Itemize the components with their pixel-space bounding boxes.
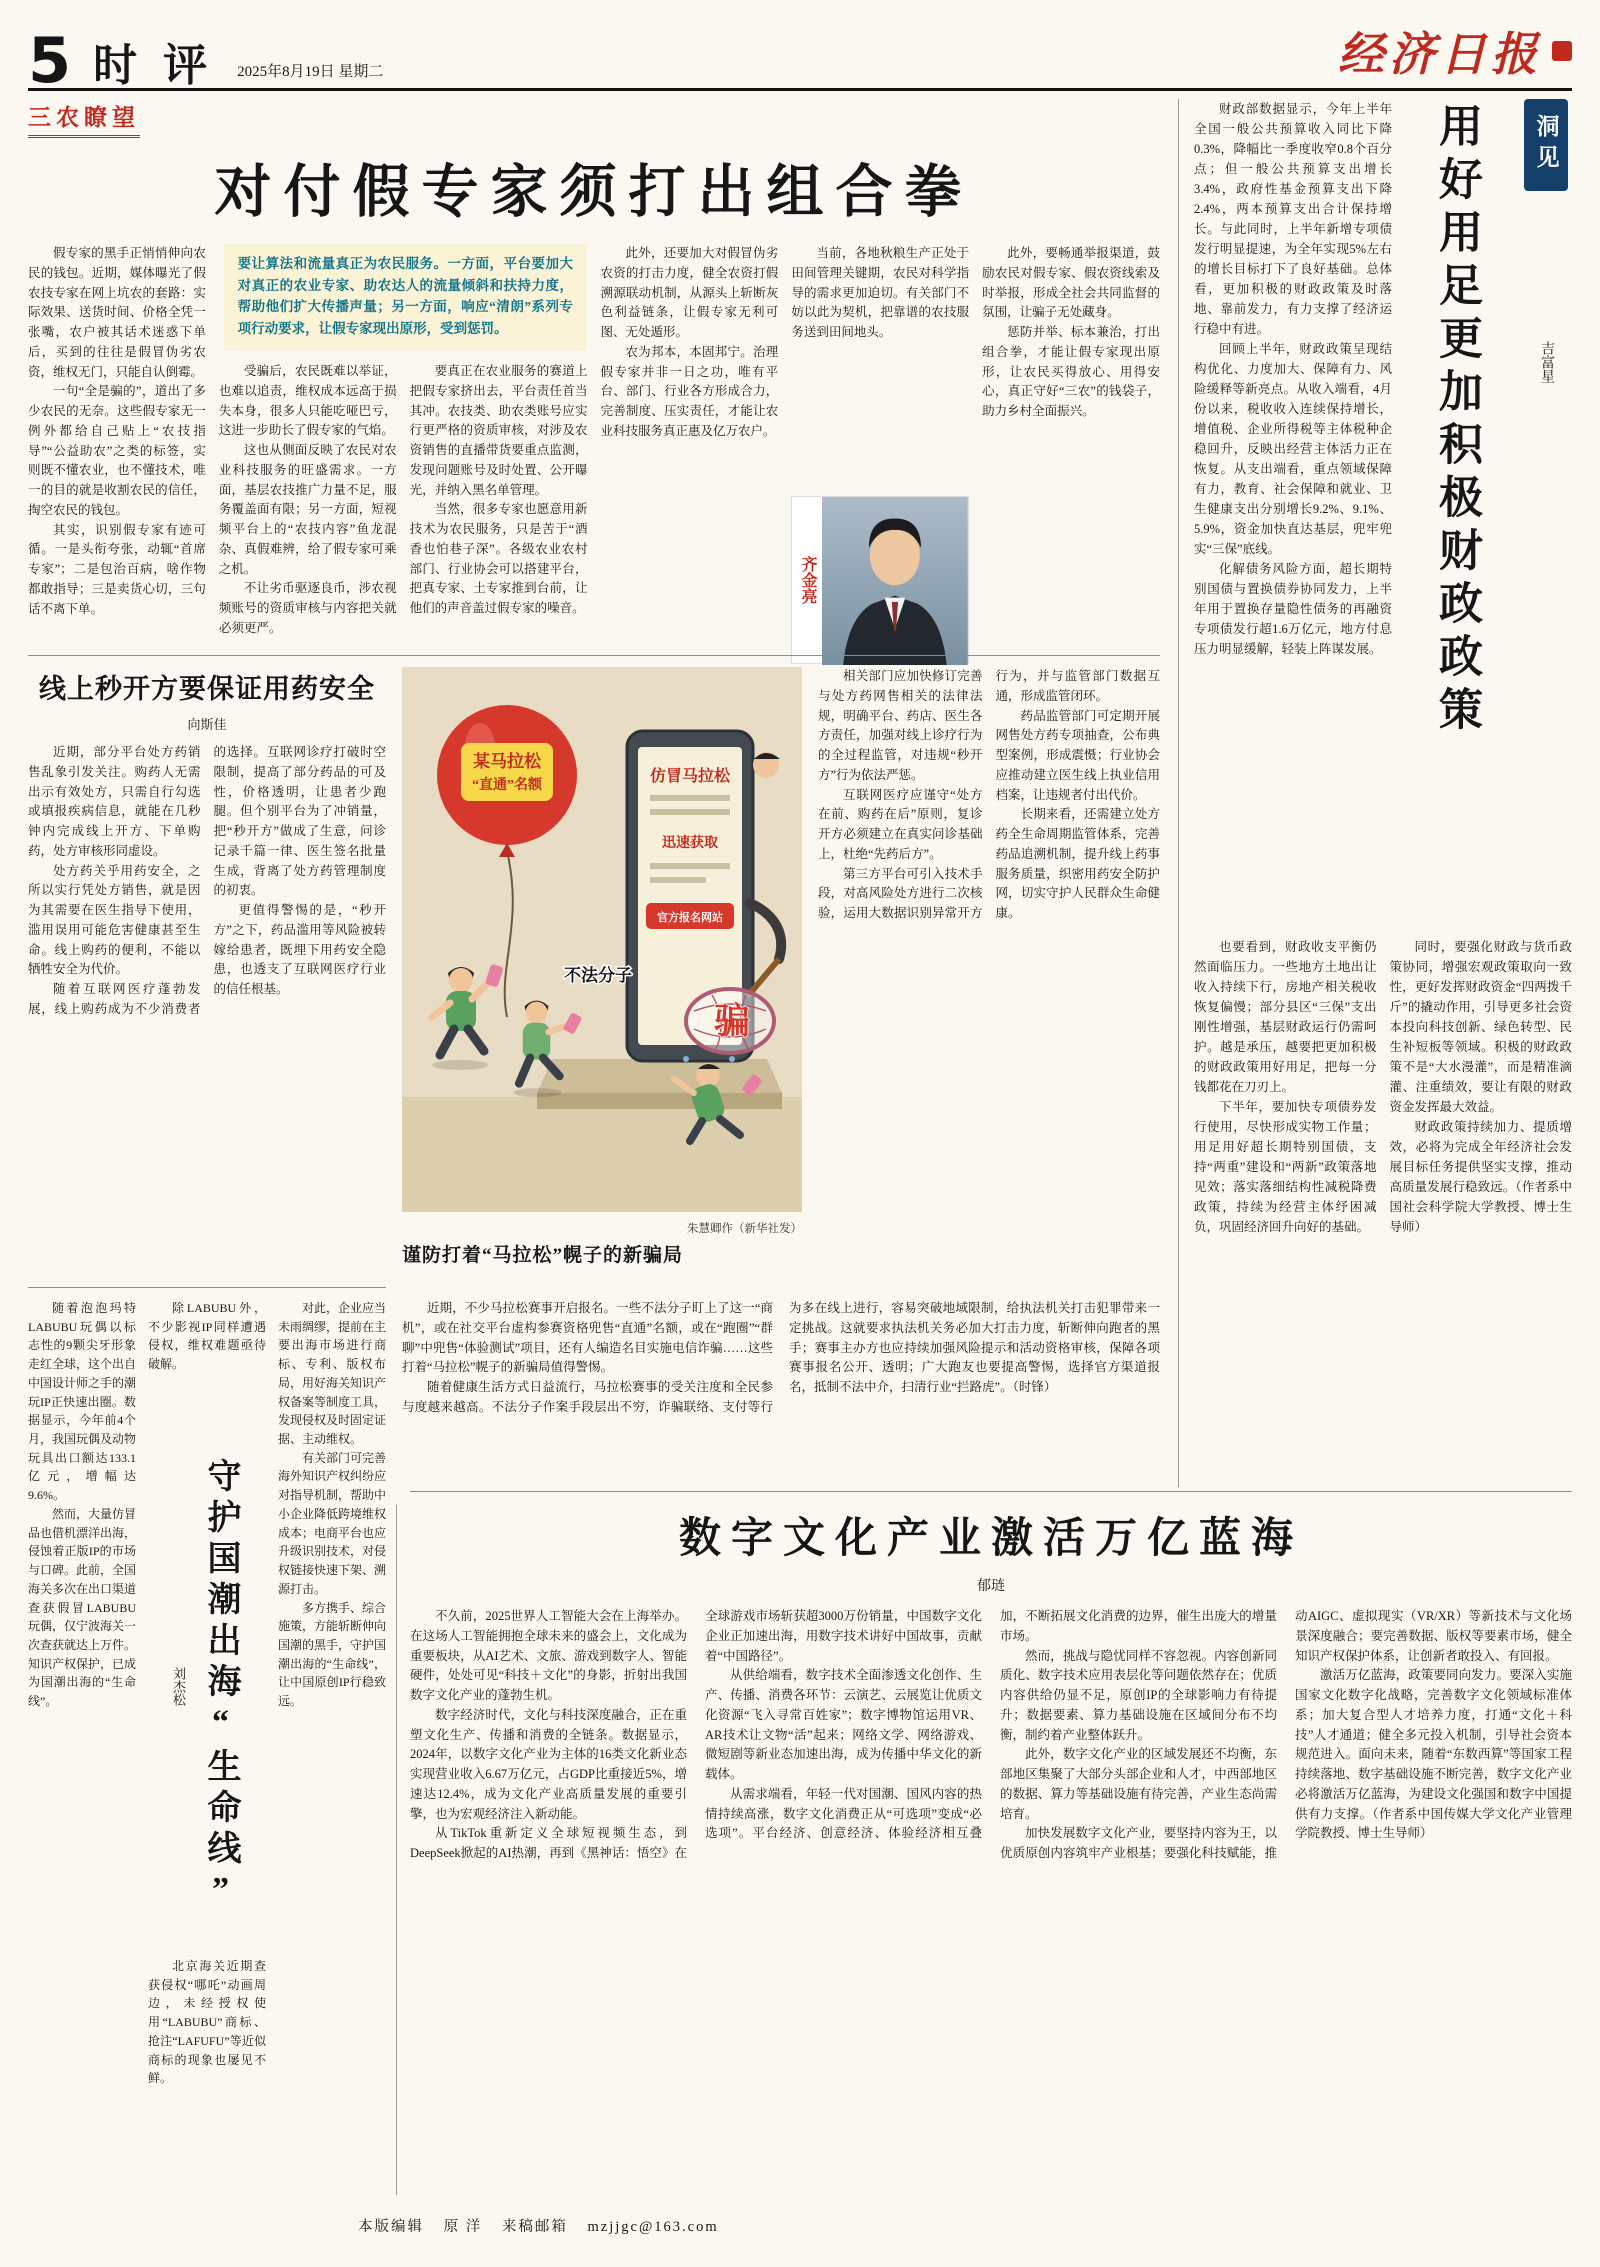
page-number: 5 bbox=[28, 24, 72, 98]
main-col-3: 要真正在农业服务的赛道上把假专家挤出去，平台责任首当其冲。农技类、助农类账号应实行更严格的资质审核，对涉及农资销售的直播带货要重点监测，发现问题账号及时处置、公开曝光，并纳入黑名单管理。 当然，很多专家也愿意用新技术为农民服务，只是苦于“酒香也怕巷子深”。各级农业农村部门、行业协会可以搭建平台，把真专家、土专家推到台前，让他们的声音盖过假专家的噪音。 bbox=[409, 364, 588, 615]
guochao-headline: 守护国潮出海“生命线” bbox=[202, 1457, 239, 1915]
main-headline: 对付假专家须打出组合拳 bbox=[214, 161, 974, 224]
cartoon-block bbox=[402, 667, 802, 1267]
fiscal-author: 吉富星 bbox=[1539, 341, 1554, 383]
main-col-5 bbox=[791, 244, 969, 668]
svg-text:骗: 骗 bbox=[713, 1001, 751, 1041]
fiscal-tag-badge: 洞见 bbox=[1524, 99, 1568, 191]
article-fiscal-policy bbox=[1194, 99, 1572, 1477]
footer-email: mzjjgc@163.com bbox=[587, 2219, 719, 2235]
cartoon-credit: 朱慧卿作（新华社发） bbox=[687, 1223, 802, 1235]
page-header bbox=[28, 0, 1572, 98]
main-article-body bbox=[28, 244, 1160, 668]
svg-text:某马拉松: 某马拉松 bbox=[473, 752, 541, 771]
fiscal-headline: 用好用足更加积极财政政策 bbox=[1432, 103, 1481, 739]
divider-guochao-digital bbox=[396, 1505, 397, 2195]
cartoon-caption: 谨防打着“马拉松”幌子的新骗局 bbox=[402, 1245, 684, 1266]
rx-author: 向斯佳 bbox=[187, 717, 227, 732]
fiscal-body-bottom: 也要看到，财政收支平衡仍然面临压力。一些地方土地出让收入持续下行，房地产相关税收恢复偏慢；部分县区“三保”支出刚性增强，基层财政运行仍需呵护。越是承压，越要把更加积极的财政政策用好用足，把每一分钱都花在刀刃上。 下半年，要加快专项债券发行使用，尽快形成实物工作量；用足用好超长期特别国债，支持“两重”建设和“两新”政策落地见效；落实落细结构性减税降费政策，持续为经营主体纾困减负，巩固经济回升向好的基础。 同时，要强化财政与货币政策协同，增强宏观政策取向一致性，更好发挥财政资金“四两拨千斤”的撬动作用，引导更多社会资本投向科技创新、绿色转型、民生补短板等领域。积极的财政政策不是“大水漫灌”，而是精准滴灌、注重绩效，要让有限的财政资金发挥最大效益。 财政政策持续加力、提质增效，必将为完成全年经济社会发展目标任务提供坚实支撑，推动高质量发展行稳致远。（作者系中国社会科学院大学教授、博士生导师） bbox=[1194, 940, 1572, 1234]
divider-main-bottom bbox=[28, 655, 1160, 656]
marathon-commentary: 近期，不少马拉松赛事开启报名。一些不法分子盯上了这一“商机”，或在社交平台虚构参赛资格兜售“直通”名额，或在“跑圈”“群聊”中兜售“体验测试”项目，还有人编造名目实施电信诈骗……这些打着“马拉松”幌子的新骗局值得警惕。 随着健康生活方式日益流行，马拉松赛事的受关注度和全民参与度越来越高。不法分子作案手段层出不穷，诈骗联络、支付等行为多在线上进行，容易突破地域限制，给执法机关打击犯罪带来一定挑战。这就要求执法机关务必加大打击力度，斩断伸向跑者的黑手；赛事主办方也应持续加强风险提示和活动资格审核，保障各项赛事报名公开、透明；广大跑友也要提高警惕，选择官方渠道报名，抵制不法中介，扫清行业“拦路虎”。（时锋） bbox=[402, 1301, 1160, 1414]
digital-body: 不久前，2025世界人工智能大会在上海举办。在这场人工智能拥抱全球未来的盛会上，文化成为重要板块，从AI艺术、文旅、游戏到数字人、智能硬件，处处可见“科技＋文化”的身影，折射出我国数字文化产业的蓬勃生机。 数字经济时代，文化与科技深度融合，正在重塑文化生产、传播和消费的全链条。数据显示，2024年，以数字文化产业为主体的16类文化新业态实现营业收入6.67万亿元，占GDP比重接近5%，增速达12.4%，成为文化产业高质量发展的重要引擎，也为宏观经济注入新动能。 从TikTok重新定义全球短视频生态，到DeepSeek掀起的AI热潮，再到《黑神话：悟空》在全球游戏市场斩获超3000万份销量，中国数字文化企业正加速出海，用数字技术讲好中国故事，贡献着“中国路径”。 从供给端看，数字技术全面渗透文化创作、生产、传播、消费各环节：云演艺、云展览让优质文化资源“飞入寻常百姓家”；数字博物馆运用VR、AR技术让文物“活”起来；网络文学、网络游戏、微短剧等新业态加速出海，成为传播中华文化的新载体。 从需求端看，年轻一代对国潮、国风内容的热情持续高涨，数字文化消费正从“可选项”变成“必选项”。平台经济、创意经济、体验经济相互叠加，不断拓展文化消费的边界，催生出庞大的增量市场。 然而，挑战与隐忧同样不容忽视。内容创新同质化、数字技术应用表层化等问题依然存在；优质内容供给仍显不足，原创IP的全球影响力有待提升；数据要素、算力基础设施在区域间分布不均衡，制约着产业整体跃升。 此外，数字文化产业的区域发展还不均衡，东部地区集聚了大部分头部企业和人才，中西部地区的数据、算力等基础设施有待完善，产业生态尚需培育。 加快发展数字文化产业，要坚持内容为王，以优质原创内容筑牢产业根基；要强化科技赋能，推动AIGC、虚拟现实（VR/XR）等新技术与文化场景深度融合；要完善数据、版权等要素市场，健全知识产权保护体系，让创新者敢投入、有回报。 激活万亿蓝海，政策要同向发力。要深入实施国家文化数字化战略，完善数字文化领域标准体系；加大复合型人才培养力度，打通“文化＋科技”人才通道；健全多元投入机制，引导社会资本规范进入。面向未来，随着“东数西算”等国家工程持续落地、数字基础设施不断完善，数字文化产业必将激活万亿蓝海，为建设文化强国和数字中国提供有力支撑。（作者系中国传媒大学文化产业管理学院教授、博士生导师） bbox=[410, 1609, 1572, 1860]
page-content bbox=[28, 99, 1572, 2251]
fiscal-headline-area bbox=[1392, 99, 1520, 921]
fiscal-top bbox=[1194, 99, 1572, 921]
svg-text:不法分子: 不法分子 bbox=[564, 966, 632, 985]
guochao-col-3: 对此，企业应当未雨绸缪，提前在主要出海市场进行商标、专利、版权布局，用好海关知识产权备案等制度工具，发现侵权及时固定证据、主动维权。 有关部门可完善海外知识产权纠纷应对指导机制，帮助中小企业降低跨境维权成本；电商平台也应升级识别技术，对侵权链接快速下架、溯源打击。 多方携手、综合施策，方能斩断伸向国潮的黑手，守护国潮出海的“生命线”，让中国原创IP行稳致远。 bbox=[278, 1301, 386, 1709]
svg-text:官方报名网站: 官方报名网站 bbox=[657, 912, 723, 924]
main-col-4: 此外，还要加大对假冒伪劣农资的打击力度，健全农资打假溯源联动机制，从源头上斩断灰色利益链条，让假专家无利可图、无处遁形。 农为邦本，本固邦宁。治理假专家并非一日之功，唯有平台、部门、行业各方形成合力，完善制度、压实责任，才能让农业科技服务真正惠及亿万农户。 bbox=[600, 246, 779, 438]
page-date: 2025年8月19日 星期二 bbox=[237, 64, 384, 80]
digital-author: 郁琏 bbox=[977, 1579, 1005, 1594]
guochao-author: 刘杰松 bbox=[171, 1666, 186, 1706]
author-signature: 齐金亮 bbox=[798, 556, 816, 604]
masthead-area bbox=[1338, 18, 1572, 88]
divider-right-column bbox=[1178, 99, 1179, 1487]
main-col-5-text: 当前，各地秋粮生产正处于田间管理关键期，农民对科学指导的需求更加迫切。有关部门不妨以此为契机，把靠谱的农技服务送到田间地头。 bbox=[791, 246, 970, 339]
guochao-mid-bottom: 北京海关近期查获侵权“哪吒”动画周边，未经授权使用“LABUBU”商标、抢注“LAFUFU”等近似商标的现象也屡见不鲜。 bbox=[148, 1959, 266, 2086]
pull-quote: 要让算法和流量真正为农民服务。一方面，平台要加大对真正的农业专家、助农达人的流量倾斜和扶持力度，帮助他们扩大传播声量；另一方面，响应“清朗”系列专项行动要求，让假专家现出原形，受到惩罚。 bbox=[224, 244, 587, 350]
section-title: 时评 bbox=[93, 41, 234, 90]
footer-editor-name: 原 洋 bbox=[443, 2219, 483, 2235]
header-rule bbox=[28, 88, 1572, 91]
main-col-1: 假专家的黑手正悄悄伸向农民的钱包。近期，媒体曝光了假农技专家在网上坑农的套路：实际效果、送货时间、价格全凭一张嘴，农户被其话术迷惑下单后，买到的往往是假冒伪劣农资，维权无门，只能自认倒霉。 一句“全是骗的”，道出了多少农民的无奈。这些假专家无一例外都给自己贴上“农技指导”“公益助农”之类的标签，实则既不懂农业，也不懂技术，唯一的目的就是收割农民的信任，掏空农民的钱包。 其实，识别假专家有迹可循。一是头衔夸张，动辄“首席专家”；二是包治百病，啥作物都敢指导；三是卖货心切，三句话不离下单。 bbox=[28, 246, 206, 616]
main-col-2: 受骗后，农民既难以举证，也难以追责，维权成本远高于损失本身，很多人只能吃哑巴亏，这进一步助长了假专家的气焰。 这也从侧面反映了农民对农业科技服务的旺盛需求。一方面，基层农技推广力量不足，服务覆盖面有限；另一方面，短视频平台上的“农技内容”鱼龙混杂、真假难辨，给了假专家可乘之机。 不让劣币驱逐良币，涉农视频账号的资质审核与内容把关就必须更严。 bbox=[218, 364, 397, 635]
masthead: 经济日报 bbox=[1338, 29, 1542, 80]
digital-headline: 数字文化产业激活万亿蓝海 bbox=[678, 1516, 1303, 1562]
article-prescription bbox=[28, 667, 386, 1243]
page-footer bbox=[358, 2215, 733, 2236]
divider-digital-top bbox=[410, 1491, 1572, 1492]
footer-mailbox-label: 来稿邮箱 bbox=[501, 2219, 568, 2235]
rx-body-left: 近期，部分平台处方药销售乱象引发关注。购药人无需出示有效处方，只需自行勾选或填报疾病信息，就能在几秒钟内完成线上开方、下单购药，处方审核形同虚设。 处方药关乎用药安全，之所以实行凭处方销售，就是因为其需要在医生指导下使用，滥用误用可能危害健康甚至生命。线上购药的便利，不能以牺牲安全为代价。 随着互联网医疗蓬勃发展，线上购药成为不少消费者的选择。互联网诊疗打破时空限制，提高了部分药品的可及性，价格透明，让患者少跑腿。但个别平台为了冲销量，把“秒开方”做成了生意，问诊记录千篇一律、医生签名批量生成，背离了处方药管理制度的初衷。 更值得警惕的是，“秒开方”之下，药品滥用等风险被转嫁给患者，既埋下用药安全隐患，也透支了互联网医疗行业的信任根基。 bbox=[28, 745, 386, 1016]
guochao-middle bbox=[148, 1299, 266, 2207]
fiscal-side bbox=[1520, 99, 1572, 921]
guochao-headline-box bbox=[148, 1415, 266, 1957]
main-col-6: 此外，要畅通举报渠道，鼓励农民对假专家、假农资线索及时举报，形成全社会共同监督的氛围，让骗子无处藏身。 惩防并举、标本兼治，打出组合拳，才能让假专家现出原形，让农民买得放心、用得安心，真正守好“三农”的钱袋子，助力乡村全面振兴。 bbox=[982, 246, 1160, 418]
cartoon-illustration bbox=[402, 667, 802, 1212]
author-portrait bbox=[822, 497, 968, 665]
author-photo-unit bbox=[791, 496, 969, 664]
svg-text:“直通”名额: “直通”名额 bbox=[472, 778, 542, 793]
guochao-mid-top: 除LABUBU外，不少影视IP同样遭遇侵权，维权难题亟待破解。 bbox=[148, 1301, 266, 1372]
rx-headline: 线上秒开方要保证用药安全 bbox=[39, 674, 375, 704]
article-digital-culture bbox=[410, 1505, 1572, 2189]
masthead-seal-icon bbox=[1552, 41, 1572, 61]
rx-body-right: 相关部门应加快修订完善与处方药网售相关的法律法规，明确平台、药店、医生各方责任，加强对线上诊疗行为的全过程监管，对违规“秒开方”行为依法严惩。 互联网医疗应谨守“处方在前、购药在后”原则，复诊开方必须建立在真实问诊基础上，杜绝“先药后方”。 第三方平台可引入技术手段，对高风险处方进行二次核验，运用大数据识别异常开方行为，并与监管部门数据互通，形成监管闭环。 药品监管部门可定期开展网售处方药专项抽查，公布典型案例，形成震慑；行业协会应推动建立医生线上执业信用档案，让违规者付出代价。 长期来看，还需建立处方药全生命周期监管体系，完善药品追溯机制，提升线上药事服务质量，织密用药安全防护网，切实守护人民群众生命健康。 bbox=[818, 669, 1160, 920]
column-label: 三农瞭望 bbox=[28, 99, 140, 138]
svg-text:迅速获取: 迅速获取 bbox=[662, 836, 718, 851]
divider-guochao-top bbox=[28, 1287, 386, 1288]
article-fake-experts bbox=[28, 99, 1160, 647]
fiscal-body-top: 财政部数据显示，今年上半年全国一般公共预算收入同比下降0.3%，降幅比一季度收窄0.8个百分点；但一般公共预算支出增长3.4%，政府性基金预算支出下降2.4%，两本预算支出合计保持增长。与此同时，上半年新增专项债发行明显提速，为全年实现5%左右的增长目标打下了良好基础。总体看，更加积极的财政政策及时落地、靠前发力，有力支撑了经济运行稳中有进。 回顾上半年，财政政策呈现结构优化、力度加大、保障有力、风险缓释等新亮点。从收入端看，4月份以来，税收收入连续保持增长，增值税、企业所得税等主体税种企稳回升，反映出经营主体活力正在恢复。从支出端看，重点领域保障有力，教育、社会保障和就业、卫生健康支出分别增长9.2%、9.1%、5.9%，资金加快直达基层，兜牢兜实“三保”底线。 化解债务风险方面，超长期特别国债与置换债券协同发力，上半年用于置换存量隐性债务的再融资专项债发行超1.6万亿元，地方付息压力明显缓解，轻装上阵谋发展。 bbox=[1194, 102, 1392, 656]
footer-editor-label: 本版编辑 bbox=[358, 2219, 424, 2235]
guochao-col-1: 随着泡泡玛特LABUBU玩偶以标志性的9颗尖牙形象走红全球，这个出自中国设计师之手的潮玩IP正快速出圈。数据显示，今年前4个月，我国玩偶及动物玩具出口额达133.1亿元，增幅达9.6%。 然而，大量仿冒品也借机漂洋出海，侵蚀着正版IP的市场与口碑。此前，全国海关多次在出口渠道查获假冒LABUBU玩偶，仅宁波海关一次查获就达上万件。知识产权保护，已成为国潮出海的“生命线”。 bbox=[28, 1301, 136, 1709]
svg-text:仿冒马拉松: 仿冒马拉松 bbox=[649, 768, 731, 785]
article-guochao bbox=[28, 1299, 386, 2207]
